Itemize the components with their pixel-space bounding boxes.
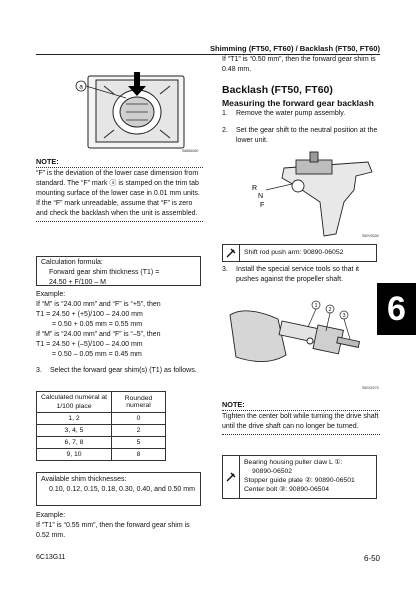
subsection-title: Measuring the forward gear backlash [222, 98, 374, 108]
note-heading: NOTE: [222, 400, 245, 409]
example-line: If “M” is “24.00 mm” and “F” is “+5”, then [36, 301, 161, 308]
special-tool-icon [223, 245, 240, 261]
special-tool-box-1 [222, 244, 377, 262]
step-text: Install the special service tools so that it pushes against the propeller shaft. [236, 266, 359, 283]
shift-label: R [252, 185, 258, 192]
step-text: Select the forward gear shim(s) (T1) as follows. [50, 367, 197, 374]
table-cell: 3, 4, 5 [37, 425, 112, 437]
table-row [37, 413, 166, 425]
table-cell: 6, 7, 8 [37, 437, 112, 449]
table-row [37, 449, 166, 461]
callout-a-label: a [79, 83, 83, 91]
shift-label: F [260, 202, 265, 209]
table-header-row [37, 392, 166, 413]
shim-thickness-box [36, 472, 201, 506]
rounding-table [36, 391, 166, 461]
example-line: If “M” is “24.00 mm” and “F” is “–5”, then [36, 331, 161, 338]
note-top-rule [36, 167, 203, 168]
page-number: 6-50 [363, 554, 380, 563]
table-header-cell: Rounded numeral [112, 392, 166, 413]
special-tool-box-2 [222, 455, 377, 499]
shim-values: 0.10, 0.12, 0.15, 0.18, 0.30, 0.40, and 0.50 mm [49, 486, 195, 493]
section-title: Backlash (FT50, FT60) [222, 84, 333, 96]
table-cell: 2 [112, 425, 166, 437]
example-line: = 0.50 + 0.05 mm = 0.55 mm [52, 321, 143, 328]
shift-label: N [258, 193, 264, 200]
formula-title: Calculation formula: [41, 259, 103, 266]
step-3-left [36, 366, 204, 376]
example-line: = 0.50 – 0.05 mm = 0.45 mm [52, 351, 142, 358]
formula-box [36, 256, 201, 286]
chapter-tab: 6 [377, 283, 416, 335]
tool-2-line: 90890-06502 [252, 468, 293, 475]
step-number: 3. [222, 266, 228, 273]
example-line: T1 = 24.50 + (+5)/100 – 24.00 mm [36, 311, 143, 318]
callout-3-label: 3 [342, 313, 346, 319]
note-heading: NOTE: [36, 157, 59, 166]
table-cell: 5 [112, 437, 166, 449]
note-bottom-rule [222, 434, 380, 435]
shim-title: Available shim thicknesses: [41, 476, 127, 483]
step-number: 1. [222, 110, 228, 117]
step-1-right [222, 109, 380, 119]
special-tool-icon [223, 456, 240, 498]
note-text: “F” is the deviation of the lower case dimension from standard. The “F” mark ⓐ is stamped on the trim tab mounting surface of the lower case in 0.01 mm units. If the “F” mark unreadable, assume that “F” is zero and check the backlash when the unit is assembled. [36, 170, 200, 217]
table-cell: 9, 10 [37, 449, 112, 461]
formula-line-1: Forward gear shim thickness (T1) = [49, 269, 160, 276]
example-block [36, 290, 204, 360]
note-top-rule [222, 410, 380, 411]
tool-2-line: Center bolt ③: 90890-06504 [244, 486, 330, 493]
right-note-block [222, 400, 380, 435]
tool-1-text: Shift rod push arm: 90890-06052 [244, 249, 344, 256]
tool-2-line: Bearing housing puller claw L ①: [244, 459, 343, 466]
figure-lower-case-f-mark [74, 72, 220, 154]
example-2-text: If “T1” is “0.55 mm”, then the forward gear shim is 0.52 mm. [36, 522, 190, 539]
tool-2-text-block [240, 456, 359, 498]
step-number: 3. [36, 367, 42, 374]
figure-id: S60V5330 [362, 234, 379, 238]
step-text: Remove the water pump assembly. [236, 110, 346, 117]
page-header-title: Shimming (FT50, FT60) / Backlash (FT50, FT60) [209, 44, 380, 53]
table-cell: 8 [112, 449, 166, 461]
note-text: Tighten the center bolt while turning the drive shaft until the drive shaft can no longer be turned. [222, 413, 379, 430]
step-number: 2. [222, 127, 228, 134]
table-row [37, 425, 166, 437]
callout-1-label: 1 [314, 303, 318, 309]
table-row [37, 437, 166, 449]
example-2-block [36, 511, 204, 541]
figure-shift-neutral [236, 150, 376, 240]
tool-2-line: Stopper guide plate ②: 90890-06501 [244, 477, 355, 484]
note-block [36, 157, 203, 222]
example-line: T1 = 24.50 + (–5)/100 – 24.00 mm [36, 341, 143, 348]
step-2-right [222, 126, 380, 146]
figure-puller-install [226, 295, 376, 387]
formula-line-2: 24.50 + F/100 – M [49, 279, 107, 286]
table-header-cell: Calculated numeral at 1/100 place [37, 392, 112, 413]
step-3-right [222, 265, 380, 285]
table-cell: 1, 2 [37, 413, 112, 425]
callout-2-label: 2 [328, 307, 332, 313]
figure-id: S6856260 [182, 149, 199, 153]
note-bottom-rule [36, 221, 203, 222]
example-heading: Example: [36, 291, 66, 298]
figure-id: S60X0270 [362, 386, 379, 390]
table-cell: 0 [112, 413, 166, 425]
footer-code: 6C13G11 [36, 554, 66, 561]
right-top-text: If “T1” is “0.50 mm”, then the forward gear shim is 0.48 mm. [222, 56, 376, 73]
example-2-heading: Example: [36, 512, 66, 519]
step-text: Set the gear shift to the neutral position at the lower unit. [236, 127, 378, 144]
